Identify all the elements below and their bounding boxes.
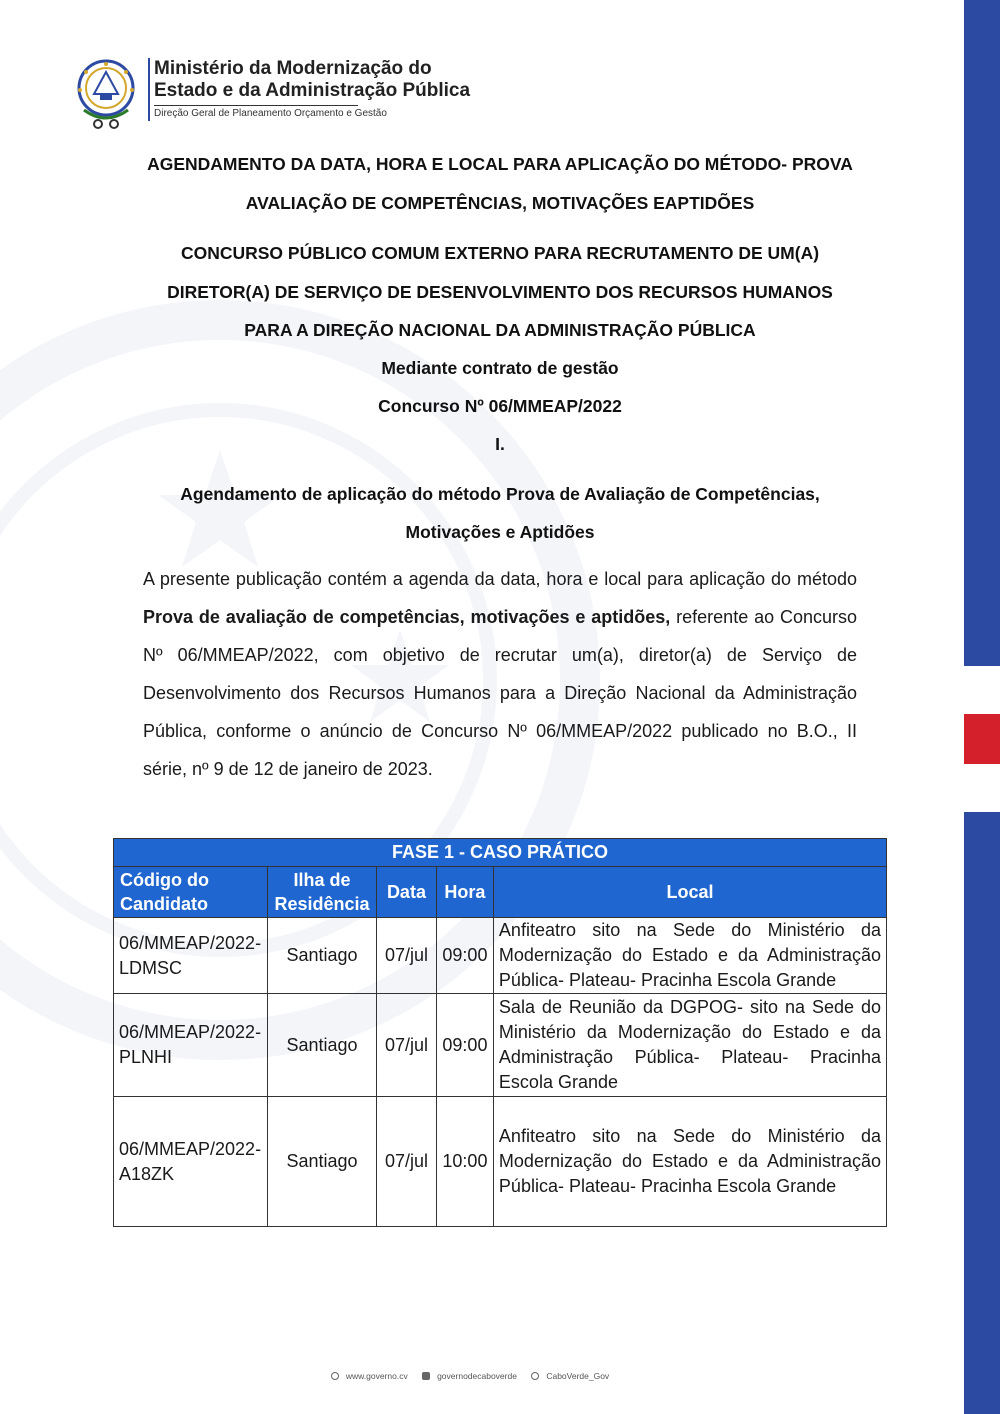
schedule-table: [113, 838, 887, 1227]
side-stripe-red: [964, 714, 1000, 764]
cell-local: Anfiteatro sito na Sede do Ministério da Modernização do Estado e da Administração Pública- Plateau- Pracinha Escola Grande: [493, 1097, 886, 1227]
side-stripe-blue-top: [964, 0, 1000, 666]
header-hora: Hora: [436, 867, 493, 918]
directorate-name: Direção Geral de Planeamento Orçamento e Gestão: [154, 108, 387, 119]
table-row: [114, 994, 887, 1097]
cell-ilha: Santiago: [267, 918, 376, 994]
footer-twitter[interactable]: [531, 1371, 613, 1381]
ministry-name-line1: Ministério da Modernização do: [154, 58, 432, 79]
section-number: I.: [495, 434, 505, 454]
ministry-divider: [154, 105, 358, 106]
cell-codigo: 06/MMEAP/2022-A18ZK: [114, 1097, 268, 1227]
cell-local: Anfiteatro sito na Sede do Ministério da Modernização do Estado e da Administração Pública- Plateau- Pracinha Escola Grande: [493, 918, 886, 994]
facebook-icon: [422, 1372, 430, 1380]
header-data: Data: [376, 867, 436, 918]
table-header-row: [114, 867, 887, 918]
cell-ilha: Santiago: [267, 994, 376, 1097]
cabo-verde-coat-of-arms-icon: [74, 58, 138, 130]
header-local: Local: [493, 867, 886, 918]
ministry-name-line2: Estado e da Administração Pública: [154, 80, 471, 101]
table-row: [114, 918, 887, 994]
twitter-icon: [531, 1372, 539, 1380]
cell-data: 07/jul: [376, 994, 436, 1097]
paragraph-text-end: referente ao Concurso Nº 06/MMEAP/2022, com objetivo de recrutar um(a), diretor(a) de Serviço de Desenvolvimento dos Recursos Humanos para a Direção Nacional da Administração Pública, conforme o anúncio de Concurso Nº 06/MMEAP/2022 publicado no B.O., II série, nº 9 de 12 de janeiro de 2023.: [143, 607, 857, 779]
cell-local: Sala de Reunião da DGPOG- sito na Sede do Ministério da Modernização do Estado e da Administração Pública- Plateau- Pracinha Escola Grande: [493, 994, 886, 1097]
globe-icon: [331, 1372, 339, 1380]
cell-codigo: 06/MMEAP/2022-PLNHI: [114, 994, 268, 1097]
contest-number: Concurso Nº 06/MMEAP/2022: [378, 396, 622, 416]
paragraph-bold-method: Prova de avaliação de competências, motivações e aptidões,: [143, 607, 671, 627]
subtitle-line-2: Motivações e Aptidões: [405, 522, 595, 542]
footer-facebook-text: governodecaboverde: [437, 1371, 517, 1381]
page-footer: [0, 1371, 944, 1381]
title-line-1: AGENDAMENTO DA DATA, HORA E LOCAL PARA APLICAÇÃO DO MÉTODO- PROVA: [147, 154, 853, 174]
intro-paragraph: [143, 560, 857, 788]
header-ilha: Ilha de Residência: [267, 867, 376, 918]
cell-codigo: 06/MMEAP/2022-LDMSC: [114, 918, 268, 994]
side-stripe-blue-bottom: [964, 812, 1000, 1414]
table-phase-row: [114, 839, 887, 867]
title-line-2: AVALIAÇÃO DE COMPETÊNCIAS, MOTIVAÇÕES EAPTIDÕES: [245, 193, 755, 213]
cell-hora: 09:00: [436, 918, 493, 994]
ministry-name-block: [148, 58, 470, 121]
title-line-6: Mediante contrato de gestão: [381, 358, 619, 378]
footer-website[interactable]: [331, 1371, 412, 1381]
cell-hora: 10:00: [436, 1097, 493, 1227]
cell-data: 07/jul: [376, 918, 436, 994]
cell-data: 07/jul: [376, 1097, 436, 1227]
title-line-4: DIRETOR(A) DE SERVIÇO DE DESENVOLVIMENTO DOS RECURSOS HUMANOS: [167, 282, 833, 302]
cell-hora: 09:00: [436, 994, 493, 1097]
cell-ilha: Santiago: [267, 1097, 376, 1227]
paragraph-text-start: A presente publicação contém a agenda da data, hora e local para aplicação do método: [143, 569, 857, 589]
phase-title: FASE 1 - CASO PRÁTICO: [114, 839, 887, 867]
footer-twitter-text: CaboVerde_Gov: [546, 1371, 610, 1381]
header-codigo: Código do Candidato: [114, 867, 268, 918]
table-row: [114, 1097, 887, 1227]
ministry-header: [74, 52, 494, 130]
title-line-3: CONCURSO PÚBLICO COMUM EXTERNO PARA RECRUTAMENTO DE UM(A): [180, 243, 820, 263]
footer-facebook[interactable]: [422, 1371, 521, 1381]
footer-website-text: www.governo.cv: [345, 1371, 408, 1381]
subtitle-line-1: Agendamento de aplicação do método Prova de Avaliação de Competências,: [180, 484, 820, 504]
title-line-5: PARA A DIREÇÃO NACIONAL DA ADMINISTRAÇÃO PÚBLICA: [244, 320, 756, 340]
